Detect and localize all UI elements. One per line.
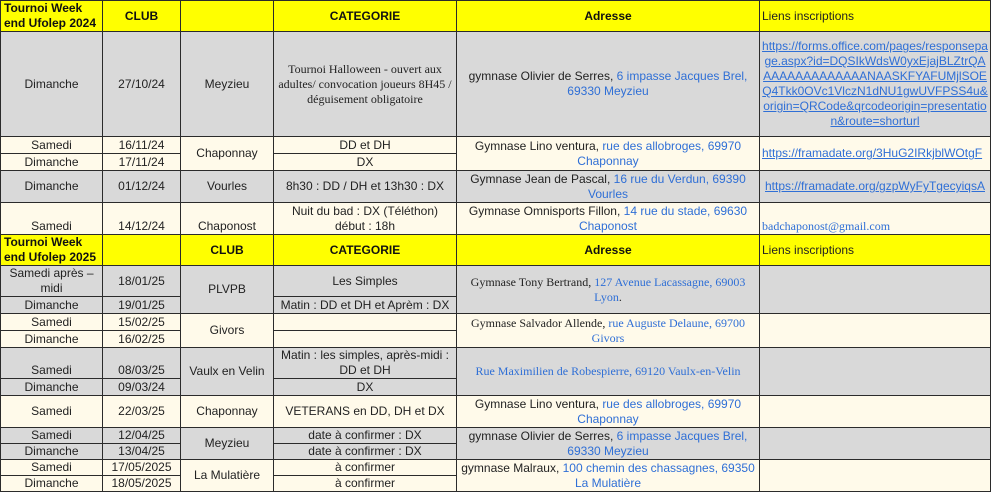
address-street: rue des allobroges, 69970 Chaponnay (577, 138, 742, 168)
table-row (1, 396, 991, 428)
club-cell: Vaulx en Velin (181, 348, 274, 396)
registration-link[interactable]: https://framadate.org/gzpWyFyTgecyiqsA (765, 179, 985, 193)
table-row (1, 32, 991, 137)
address-venue: gymnase Olivier de Serres, (468, 69, 617, 83)
date-cell: 19/01/25 (103, 297, 181, 314)
date-cell: 12/04/25 (103, 428, 181, 444)
address-venue: Gymnase Omnisports Fillon, (468, 203, 624, 218)
address-street: 6 impasse Jacques Brel, 69330 Meyzieu (567, 428, 748, 458)
address-venue: Gymnase Lino ventura, (474, 396, 603, 411)
address-cell (457, 137, 760, 171)
address-cell: Rue Maximilien de Robespierre, 69120 Vaulx-en-Velin (457, 348, 760, 396)
day-cell: Dimanche (1, 379, 103, 396)
day-cell: Dimanche (1, 297, 103, 314)
column-header-club-spacer (181, 1, 274, 32)
address-street: 127 Avenue Lacassagne, 69003 Lyon (594, 274, 746, 304)
column-header-adresse: Adresse (457, 1, 760, 32)
address-end: . (618, 289, 622, 304)
address-street: rue Auguste Delaune, 69700 Givors (591, 315, 745, 345)
club-cell: La Mulatière (181, 460, 274, 492)
category-cell (274, 314, 457, 331)
table-row (1, 171, 991, 203)
address-cell (457, 396, 760, 428)
day-cell: Dimanche (1, 331, 103, 348)
club-cell: Chaponnay (181, 396, 274, 428)
day-cell: Samedi (1, 348, 103, 379)
category-cell: Matin : les simples, après-midi : DD et DH (274, 348, 457, 379)
table-row (1, 137, 991, 154)
club-cell: PLVPB (181, 266, 274, 314)
column-header-liens: Liens inscriptions (760, 235, 991, 266)
club-cell: Vourles (181, 171, 274, 203)
club-cell: Meyzieu (181, 428, 274, 460)
date-cell: 17/05/2025 (103, 460, 181, 476)
category-cell: DX (274, 154, 457, 171)
address-cell (457, 314, 760, 348)
day-cell: Samedi après – midi (1, 266, 103, 297)
address-street: 6 impasse Jacques Brel, 69330 Meyzieu (567, 69, 748, 98)
address-cell (457, 428, 760, 460)
category-cell: Les Simples (274, 266, 457, 297)
address-venue: Gymnase Jean de Pascal, (470, 171, 614, 186)
column-header-categorie: CATEGORIE (274, 235, 457, 266)
category-cell: DX (274, 379, 457, 396)
address-venue: gymnase Malraux, (461, 460, 563, 475)
address-street: 14 rue du stade, 69630 Chaponost (578, 203, 748, 233)
address-street: 100 chemin des chassagnes, 69350 La Mulatière (562, 460, 755, 490)
year-title-2024: Tournoi Week end Ufolep 2024 (1, 1, 103, 32)
date-cell: 18/05/2025 (103, 476, 181, 492)
date-cell: 18/01/25 (103, 266, 181, 297)
date-cell: 15/02/25 (103, 314, 181, 331)
address-venue: Gymnase Salvador Allende, (471, 315, 609, 330)
category-cell: DD et DH (274, 137, 457, 154)
date-cell: 13/04/25 (103, 444, 181, 460)
day-cell: Dimanche (1, 154, 103, 171)
registration-link-cell (760, 396, 991, 428)
address-venue: Gymnase Tony Bertrand, (470, 274, 595, 289)
year-title-2025: Tournoi Week end Ufolep 2025 (1, 235, 103, 266)
address-cell (457, 171, 760, 203)
category-cell: Matin : DD et DH et Aprèm : DX (274, 297, 457, 314)
column-header-club: CLUB (103, 1, 181, 32)
date-cell: 01/12/24 (103, 171, 181, 203)
category-cell: à confirmer (274, 476, 457, 492)
day-cell: Dimanche (1, 32, 103, 137)
registration-link-cell (760, 266, 991, 314)
column-header-categorie: CATEGORIE (274, 1, 457, 32)
table-row (1, 348, 991, 379)
address-cell (457, 32, 760, 137)
table-row (1, 314, 991, 331)
category-cell (274, 331, 457, 348)
registration-link[interactable]: https://framadate.org/3HuG2IRkjblWOtgF (762, 146, 983, 160)
address-cell (457, 266, 760, 314)
header-row-2024 (1, 1, 991, 32)
registration-email[interactable]: badchaponost@gmail.com (760, 203, 991, 235)
date-cell: 16/02/25 (103, 331, 181, 348)
day-cell: Dimanche (1, 171, 103, 203)
day-cell: Samedi (1, 396, 103, 428)
day-cell: Dimanche (1, 444, 103, 460)
category-cell: 8h30 : DD / DH et 13h30 : DX (274, 171, 457, 203)
column-header-liens: Liens inscriptions (760, 1, 991, 32)
table-row (1, 203, 991, 235)
registration-link-cell (760, 171, 991, 203)
club-cell: Givors (181, 314, 274, 348)
header-row-2025 (1, 235, 991, 266)
column-header-adresse: Adresse (457, 235, 760, 266)
table-row (1, 460, 991, 476)
address-street: 16 rue du Verdun, 69390 Vourles (587, 171, 746, 201)
category-cell: Nuit du bad : DX (Téléthon) début : 18h (274, 203, 457, 235)
date-cell: 08/03/25 (103, 348, 181, 379)
address-venue: Gymnase Lino ventura, (474, 138, 603, 153)
date-cell: 22/03/25 (103, 396, 181, 428)
day-cell: Samedi (1, 314, 103, 331)
registration-link-cell (760, 32, 991, 137)
date-cell: 09/03/24 (103, 379, 181, 396)
day-cell: Samedi (1, 137, 103, 154)
day-cell: Samedi (1, 460, 103, 476)
registration-link[interactable]: https://forms.office.com/pages/responsepage.aspx?id=DQSIkWdsW0yxEjajBLZtrQAAAAAAAAAAAAAANAASKFYAFUMjlSOEQ4Tkk0OVc1VlczN1dNU1gwUVFPSS4u&origin=QRCode&qrcodeorigin=presentation&route=shorturl (762, 39, 988, 128)
address-venue: gymnase Olivier de Serres, (468, 428, 617, 443)
category-cell: Tournoi Halloween - ouvert aux adultes/ convocation joueurs 8H45 / déguisement obligatoire (274, 32, 457, 137)
day-cell: Samedi (1, 203, 103, 235)
date-cell: 27/10/24 (103, 32, 181, 137)
date-cell: 16/11/24 (103, 137, 181, 154)
column-header-club: CLUB (181, 235, 274, 266)
table-row (1, 266, 991, 297)
date-cell: 17/11/24 (103, 154, 181, 171)
category-cell: VETERANS en DD, DH et DX (274, 396, 457, 428)
address-cell (457, 203, 760, 235)
table-row (1, 428, 991, 444)
registration-link-cell (760, 137, 991, 171)
registration-link-cell (760, 348, 991, 396)
day-cell: Samedi (1, 428, 103, 444)
date-cell: 14/12/24 (103, 203, 181, 235)
club-cell: Meyzieu (181, 32, 274, 137)
column-header-club-spacer (103, 235, 181, 266)
category-cell: date à confirmer : DX (274, 428, 457, 444)
club-cell: Chaponnay (181, 137, 274, 171)
address-street: rue des allobroges, 69970 Chaponnay (577, 396, 742, 426)
category-cell: date à confirmer : DX (274, 444, 457, 460)
category-cell: à confirmer (274, 460, 457, 476)
registration-link-cell (760, 314, 991, 348)
registration-link-cell (760, 428, 991, 460)
day-cell: Dimanche (1, 476, 103, 492)
registration-link-cell (760, 460, 991, 492)
club-cell: Chaponost (181, 203, 274, 235)
address-cell (457, 460, 760, 492)
